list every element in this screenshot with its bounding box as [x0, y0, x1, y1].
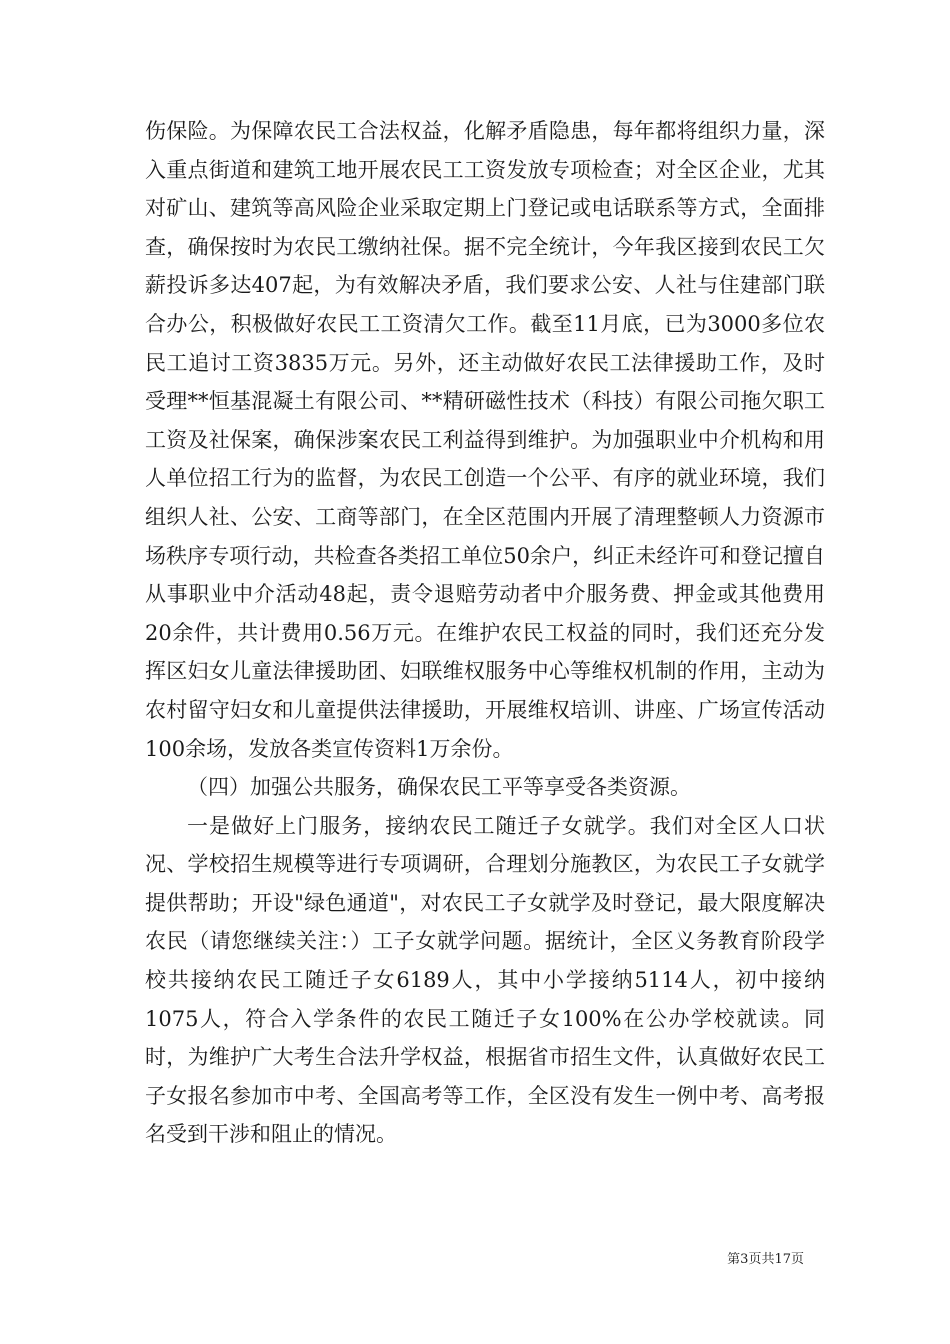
section-heading-four: （四）加强公共服务，确保农民工平等享受各类资源。	[187, 775, 691, 800]
body-paragraph-continued: 伤保险。为保障农民工合法权益，化解矛盾隐患，每年都将组织力量，深入重点街道和建筑工地开展农民工工资发放专项检查；对全区企业，尤其对矿山、建筑等高风险企业采取定期上门登记或电话联系等方式，全面排查，确保按时为农民工缴纳社保。据不完全统计，今年我区接到农民工欠薪投诉多达407起，为有效解决矛盾，我们要求公安、人社与住建部门联合办公，积极做好农民工工资清欠工作。截至11月底，已为3000多位农民工追讨工资3835万元。另外，还主动做好农民工法律援助工作，及时受理**恒基混凝土有限公司、**精研磁性技术（科技）有限公司拖欠职工工资及社保案，确保涉案农民工利益得到维护。为加强职业中介机构和用人单位招工行为的监督，为农民工创造一个公平、有序的就业环境，我们组织人社、公安、工商等部门，在全区范围内开展了清理整顿人力资源市场秩序专项行动，共检查各类招工单位50余户，纠正未经许可和登记擅自从事职业中介活动48起，责令退赔劳动者中介服务费、押金或其他费用20余件，共计费用0.56万元。在维护农民工权益的同时，我们还充分发挥区妇女儿童法律援助团、妇联维权服务中心等维权机制的作用，主动为农村留守妇女和儿童提供法律援助，开展维权培训、讲座、广场宣传活动100余场，发放各类宣传资料1万余份。	[145, 119, 825, 761]
document-body	[145, 112, 825, 1154]
body-paragraph-services: 一是做好上门服务，接纳农民工随迁子女就学。我们对全区人口状况、学校招生规模等进行专项调研，合理划分施教区，为农民工子女就学提供帮助；开设"绿色通道"，对农民工子女就学及时登记，最大限度解决农民（请您继续关注：）工子女就学问题。据统计，全区义务教育阶段学校共接纳农民工随迁子女6189人，其中小学接纳5114人，初中接纳1075人，符合入学条件的农民工随迁子女100%在公办学校就读。同时，为维护广大考生合法升学权益，根据省市招生文件，认真做好农民工子女报名参加市中考、全国高考等工作，全区没有发生一例中考、高考报名受到干涉和阻止的情况。	[145, 813, 825, 1147]
page-number: 第3页共17页	[727, 1252, 804, 1267]
